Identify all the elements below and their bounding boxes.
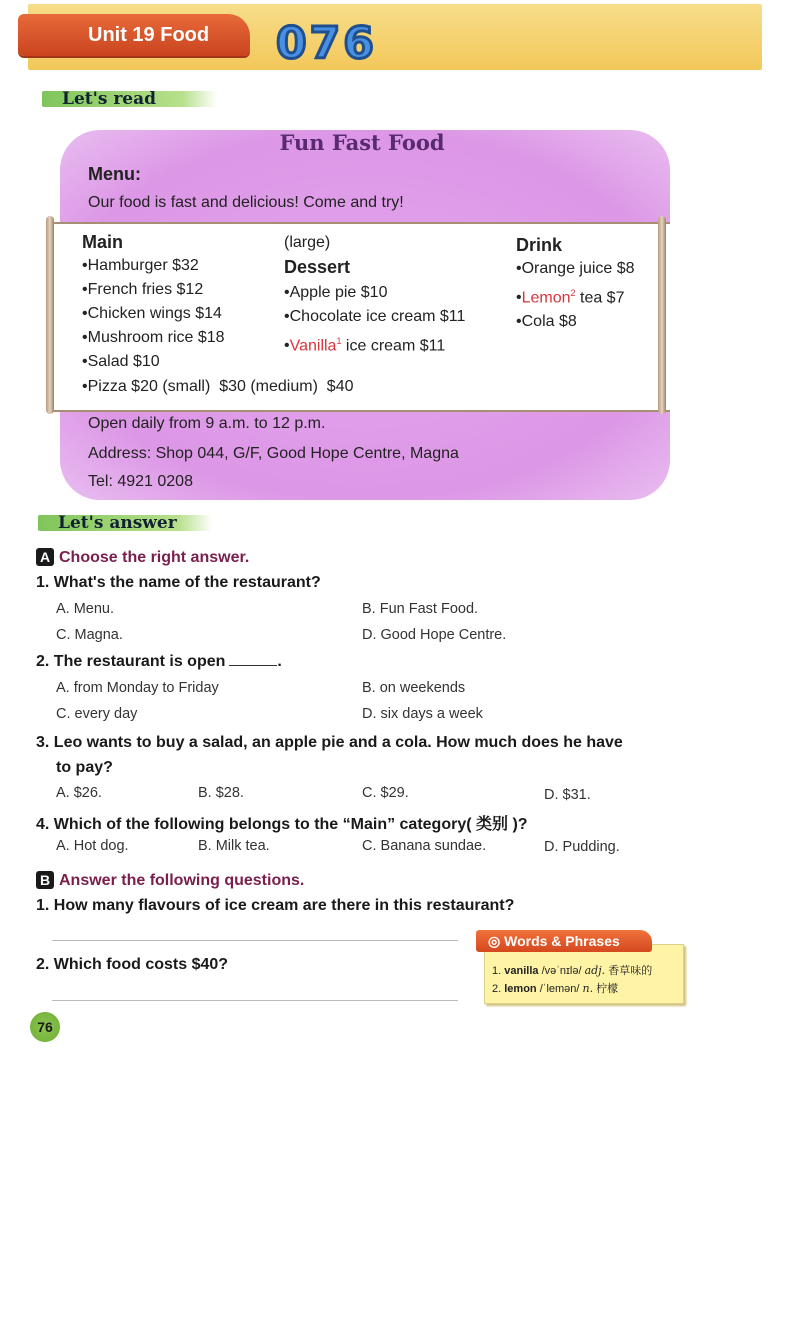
question-b2: 2. Which food costs $40?: [36, 956, 229, 973]
option[interactable]: C. every day: [56, 706, 138, 722]
option[interactable]: A. from Monday to Friday: [56, 680, 219, 696]
question-a3-line1: 3. Leo wants to buy a salad, an apple pie and a cola. How much does he have: [36, 734, 623, 751]
answer-line-1[interactable]: [52, 940, 458, 941]
answer-line-2[interactable]: [52, 1000, 458, 1001]
main-item: • Salad $10: [82, 350, 225, 374]
drink-column: [516, 233, 635, 334]
menu-label: Menu:: [88, 164, 141, 184]
option[interactable]: D. Pudding.: [544, 839, 620, 855]
option[interactable]: B. Milk tea.: [198, 838, 270, 854]
vocab-lemon: 2. lemon /ˈlemən/ n. 柠檬: [492, 982, 619, 995]
page-number: 76: [30, 1012, 60, 1042]
dessert-item: • Apple pie $10: [284, 281, 465, 305]
question-a2: 2. The restaurant is open .: [36, 653, 282, 670]
option[interactable]: C. Banana sundae.: [362, 838, 487, 854]
main-item: • French fries $12: [82, 278, 225, 302]
answer-blank[interactable]: [229, 665, 277, 666]
menu-title: Fun Fast Food: [279, 130, 445, 155]
page-code: 076: [276, 18, 377, 69]
vocab-vanilla: 1. vanilla /vəˈnɪlə/ adj. 香草味的: [492, 964, 653, 977]
scroll-rod-right: [658, 216, 666, 414]
main-item: • Mushroom rice $18: [82, 326, 225, 350]
large-label: (large): [284, 234, 331, 251]
telephone: Tel: 4921 0208: [88, 473, 193, 490]
dessert-heading: Dessert: [284, 257, 351, 277]
option[interactable]: D. Good Hope Centre.: [362, 627, 507, 643]
option[interactable]: A. Menu.: [56, 601, 115, 617]
option[interactable]: B. $28.: [198, 785, 244, 801]
main-item: • Chicken wings $14: [82, 302, 225, 326]
unit-title: Unit 19 Food: [18, 14, 250, 56]
lets-read-label: Let's read: [42, 88, 156, 110]
option[interactable]: D. $31.: [544, 787, 591, 803]
scroll-rod-left: [46, 216, 54, 414]
opening-hours: Open daily from 9 a.m. to 12 p.m.: [88, 415, 326, 432]
option[interactable]: A. $26.: [56, 785, 102, 801]
option[interactable]: D. six days a week: [362, 706, 483, 722]
part-a-heading: A Choose the right answer.: [36, 548, 249, 567]
option[interactable]: A. Hot dog.: [56, 838, 129, 854]
option[interactable]: B. Fun Fast Food.: [362, 601, 479, 617]
drink-item: • Lemon$^2$ tea $7: [516, 281, 635, 310]
question-a4: 4. Which of the following belongs to the “Main” category( 类别 )?: [36, 816, 528, 833]
drink-item: • Orange juice $8: [516, 257, 635, 281]
pizza-line: •Pizza $20 (small) $30 (medium) $40: [82, 378, 354, 395]
question-a3-line2: to pay?: [56, 759, 113, 776]
main-item: • Hamburger $32: [82, 254, 225, 278]
option[interactable]: C. Magna.: [56, 627, 123, 643]
main-column: [82, 230, 225, 374]
option[interactable]: C. $29.: [362, 785, 409, 801]
option[interactable]: B. on weekends: [362, 680, 466, 696]
address: Address: Shop 044, G/F, Good Hope Centre, Magna: [88, 445, 459, 462]
part-b-heading: B Answer the following questions.: [36, 871, 304, 890]
question-a1: 1. What's the name of the restaurant?: [36, 574, 321, 591]
drink-heading: Drink: [516, 235, 563, 255]
dessert-item: • Chocolate ice cream $11: [284, 305, 465, 329]
menu-tagline: Our food is fast and delicious! Come and try!: [88, 194, 404, 211]
words-phrases-heading: ◎ Words & Phrases: [476, 930, 652, 952]
main-heading: Main: [82, 232, 124, 252]
lets-answer-label: Let's answer: [38, 512, 177, 534]
dessert-column: [284, 231, 465, 358]
dessert-item: • Vanilla$^1$ ice cream $11: [284, 329, 465, 358]
drink-item: • Cola $8: [516, 310, 635, 334]
question-b1: 1. How many flavours of ice cream are there in this restaurant?: [36, 897, 515, 914]
